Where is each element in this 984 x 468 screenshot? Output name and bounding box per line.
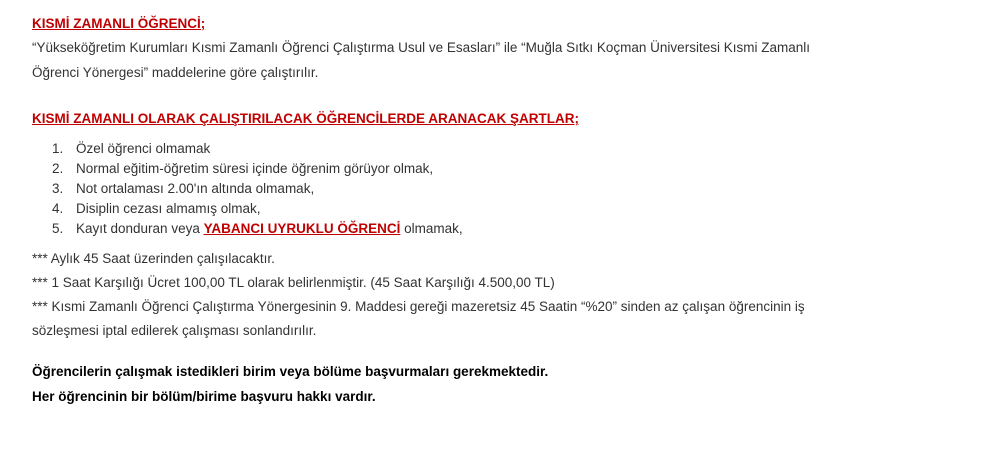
intro-paragraph-line-2: Öğrenci Yönergesi” maddelerine göre çalıştırılır. — [32, 65, 319, 80]
foreign-student-highlight: YABANCI UYRUKLU ÖĞRENCİ — [203, 221, 401, 236]
footer-application-info: Öğrencilerin çalışmak istedikleri birim veya bölüme başvurmaları gerekmektedir. — [32, 364, 549, 379]
footer-application-right: Her öğrencinin bir bölüm/birime başvuru hakkı vardır. — [32, 389, 376, 404]
note-hourly-wage: *** 1 Saat Karşılığı Ücret 100,00 TL olarak belirlenmiştir. (45 Saat Karşılığı 4.500,00 TL) — [32, 275, 555, 290]
list-item — [52, 219, 972, 239]
list-item-text: Özel öğrenci olmamak — [76, 141, 211, 156]
list-item-text — [76, 219, 463, 239]
intro-paragraph-line-1: “Yükseköğretim Kurumları Kısmi Zamanlı Öğrenci Çalıştırma Usul ve Esasları” ile “Muğla Sıtkı Koçman Üniversitesi Kısmi Zamanlı — [32, 40, 810, 55]
list-item-number: 4. — [52, 201, 64, 216]
note-termination-line-2: sözleşmesi iptal edilerek çalışması sonlandırılır. — [32, 323, 317, 338]
note-monthly-hours: *** Aylık 45 Saat üzerinden çalışılacaktır. — [32, 251, 275, 266]
list-item-number: 2. — [52, 161, 64, 176]
list-item — [52, 179, 972, 199]
list-item — [52, 159, 972, 179]
list-item-number: 1. — [52, 141, 64, 156]
note-termination-line-1: *** Kısmi Zamanlı Öğrenci Çalıştırma Yönergesinin 9. Maddesi gereği mazeretsiz 45 Saatin “%20” sinden az çalışan öğrencinin iş — [32, 299, 805, 314]
list-item-number: 5. — [52, 221, 64, 236]
list-item — [52, 139, 972, 159]
list-item-text-after: olmamak, — [400, 221, 463, 236]
footer-section — [32, 359, 972, 409]
list-item — [52, 199, 972, 219]
section-heading-part-time-student: KISMİ ZAMANLI ÖĞRENCİ; — [32, 16, 206, 31]
list-item-text-before: Kayıt donduran veya — [76, 221, 204, 236]
list-item-text: Normal eğitim-öğretim süresi içinde öğrenim görüyor olmak, — [76, 161, 434, 176]
notes-section — [32, 247, 972, 343]
section-heading-requirements: KISMİ ZAMANLI OLARAK ÇALIŞTIRILACAK ÖĞRENCİLERDE ARANACAK ŞARTLAR; — [32, 111, 579, 126]
list-item-text: Disiplin cezası almamış olmak, — [76, 201, 261, 216]
requirements-list — [32, 139, 972, 239]
section-requirements — [32, 108, 972, 239]
section-part-time-student — [32, 13, 972, 85]
list-item-number: 3. — [52, 181, 64, 196]
list-item-text: Not ortalaması 2.00'ın altında olmamak, — [76, 181, 315, 196]
